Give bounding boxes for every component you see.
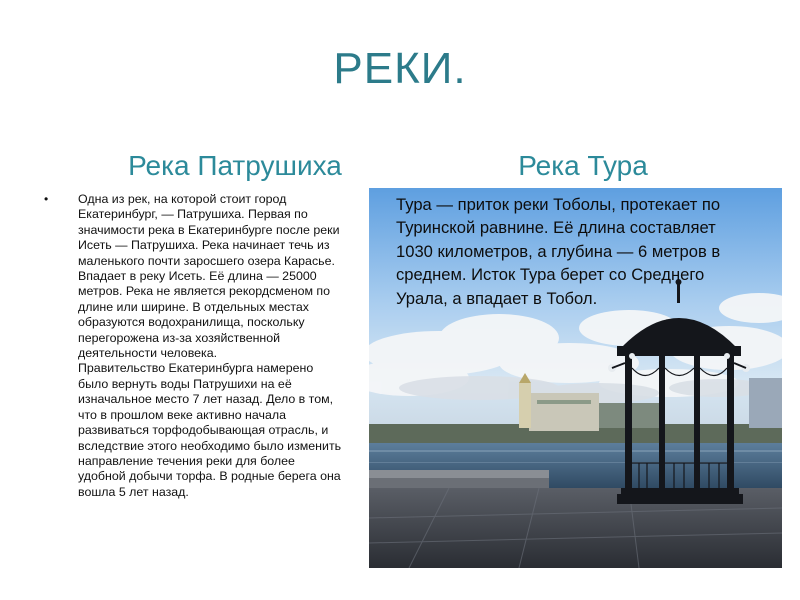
slide-title: РЕКИ. [333,44,467,93]
tura-description: Тура — приток реки Тоболы, протекает по Туринской равнине. Её длина составляет 1030 километров, а глубина — 6 метров в среднем. Исток Тура берет со Среднего Урала, а впадает в Тобол. [396,195,721,308]
heading-tura: Река Тура [518,150,648,181]
patrushikha-paragraph-2: Правительство Екатеринбурга намерено было вернуть воды Патрушихи на её изначальное место 7 лет назад. Дело в том, что в прошлом веке активно начала развиваться торфодобывающая отрасль, и вследствие этого необходимо было изменить направление течения реки для более удобной добычи торфа. В родные берега она вошла 5 лет назад. [78,361,342,499]
heading-patrushikha: Река Патрушиха [128,150,342,181]
patrushikha-text-block [44,192,345,500]
patrushikha-paragraph-1: Одна из рек, на которой стоит город Екатеринбург, — Патрушиха. Первая по значимости река в Екатеринбурге после реки Исеть — Патрушиха. Река начинает течь из маленького почти заросшего озера Карасье. Впадает в реку Исеть. Её длина — 25000 метров. Река не является рекордсменом по длине или ширине. В отдельных местах образуются водохранилища, поскольку перегорожена из-за хозяйственной деятельности человека. [78,192,340,361]
bullet-marker: • [44,192,49,206]
